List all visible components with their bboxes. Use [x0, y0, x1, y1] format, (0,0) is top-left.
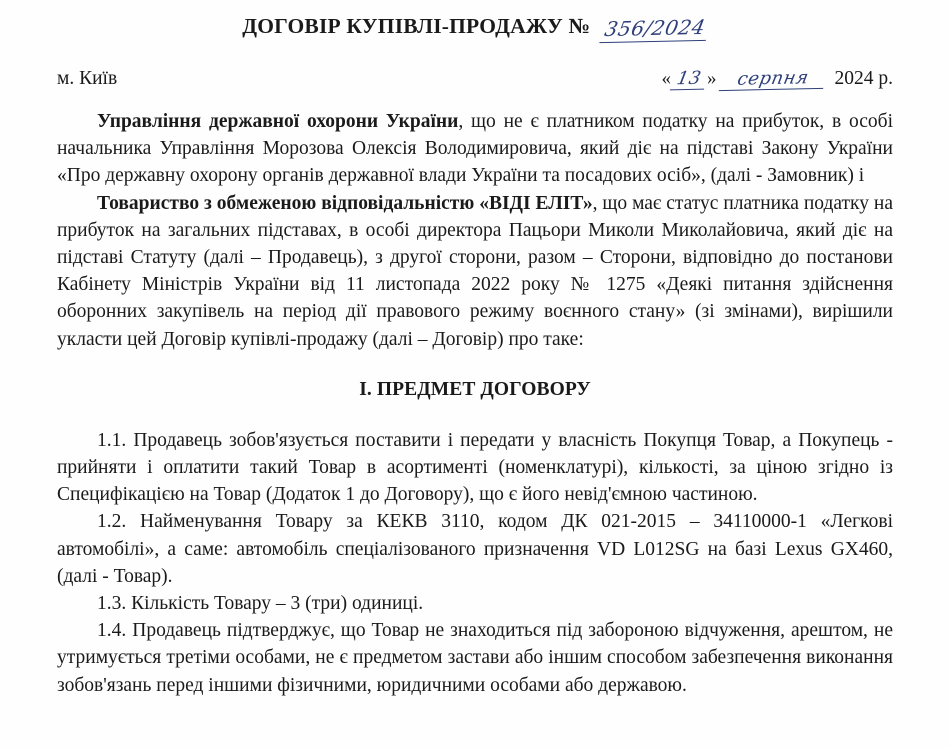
seller-party-text: , що має статус платника податку на прибуток на загальних підставах, в особі директора Пацьори Миколи Миколайовича, який діє на підставі Статуту (далі – Продавець), з другої сторони, разом – Сторони, відповідно до постанови Кабінету Міністрів України від 11 листопада 2022 року № 1275 «Деякі питання здійснення оборонних закупівель на період дії правового режиму воєнного стану» (зі змінами), вирішили укласти цей Договір купівлі-продажу (далі – Договір) про таке:	[57, 192, 894, 350]
preamble-seller-paragraph	[57, 190, 893, 353]
clause-1-3: 1.3. Кількість Товару – 3 (три) одиниці.	[97, 593, 424, 615]
date-month-handwritten: серпня	[718, 67, 827, 91]
date-line	[662, 68, 894, 90]
date-close-quote: »	[707, 68, 717, 89]
buyer-party-text: , що не є платником податку на прибуток, в особі начальника Управління Морозова Олексія Володимировича, який діє на підставі Закону України «Про державну охорону органів державної влади України та посадових осіб», (далі - Замовник) і	[57, 111, 893, 187]
clause-1-1: 1.1. Продавець зобов'язується поставити і передати у власність Покупця Товар, а Покупець - прийняти і оплатити такий Товар в асортименті (номенклатурі), кількості, за ціною згідно із Специфікацією на Товар (Додаток 1 до Договору), що є його невід'ємною частиною.	[57, 429, 893, 506]
clause-1-4: 1.4. Продавець підтверджує, що Товар не знаходиться під забороною відчуження, арештом, не утримується третіми особами, не є предметом застави або іншим способом забезпечення виконання зобов'язань перед іншими фізичними, юридичними особами або державою.	[57, 620, 893, 696]
date-day-handwritten: 13	[670, 68, 708, 91]
section-heading-subject: І. ПРЕДМЕТ ДОГОВОРУ	[359, 378, 591, 400]
date-year: 2024	[834, 68, 874, 89]
number-symbol: №	[568, 14, 591, 38]
city-label: м. Київ	[57, 68, 118, 89]
buyer-party-name: Управління державної охорони України	[97, 111, 459, 132]
document-title	[57, 14, 893, 40]
city-date-row	[57, 68, 893, 90]
document-content	[57, 0, 893, 699]
preamble-buyer-paragraph	[57, 108, 893, 190]
date-year-suffix: р.	[878, 68, 893, 89]
seller-party-name: Товариство з обмеженою відповідальністю «ВІДІ ЕЛІТ»	[97, 192, 593, 214]
document-title-text: ДОГОВІР КУПІВЛІ-ПРОДАЖУ	[242, 14, 563, 38]
contract-number-handwritten: 356/2024	[599, 15, 710, 43]
clause-list	[57, 427, 893, 699]
date-open-quote: «	[661, 68, 671, 89]
clause-1-2: 1.2. Найменування Товару за КЕКВ 3110, кодом ДК 021-2015 – 34110000-1 «Легкові автомобілі», а саме: автомобіль спеціалізованого призначення VD L012SG на базі Lexus GX460, (далі - Товар).	[57, 511, 893, 587]
